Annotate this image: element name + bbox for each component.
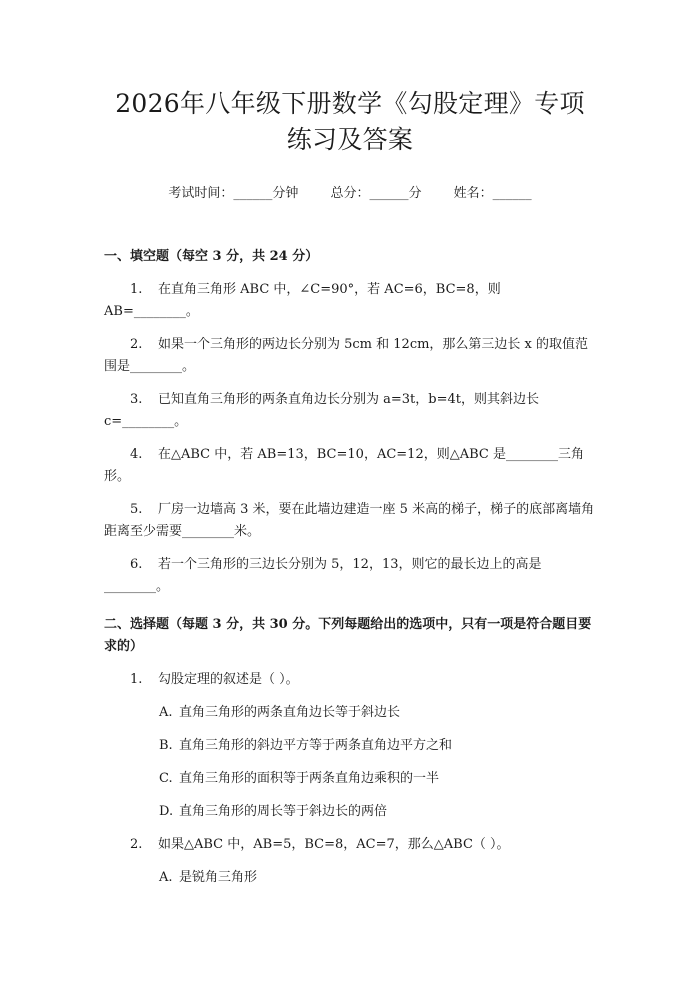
question-item (104, 444, 596, 488)
document-title: 2026年八年级下册数学《勾股定理》专项练习及答案 (115, 89, 585, 154)
section-fill-blank-heading: 一、填空题（每空 3 分，共 24 分） (104, 249, 319, 264)
option-text: 是锐角三角形 (179, 870, 258, 885)
question-text: 在△ABC 中，若 AB=13，BC=10，AC=12，则△ABC 是________三角形。 (104, 447, 584, 484)
exam-score: 总分：______分 (330, 186, 422, 201)
question-number: 1. (130, 672, 143, 687)
question-number: 6. (130, 557, 143, 572)
question-number: 1. (130, 282, 143, 297)
question-text: 在直角三角形 ABC 中，∠C=90°，若 AC=6，BC=8，则 AB=________。 (104, 282, 501, 319)
option-letter: A. (159, 870, 173, 885)
exam-time: 考试时间：______分钟 (168, 186, 299, 201)
question-text: 若一个三角形的三边长分别为 5，12，13，则它的最长边上的高是________。 (104, 557, 542, 594)
option-text: 直角三角形的周长等于斜边长的两倍 (179, 804, 388, 819)
choice-option (104, 702, 596, 724)
option-text: 直角三角形的面积等于两条直角边乘积的一半 (179, 771, 440, 786)
question-number: 3. (130, 392, 143, 407)
question-number: 2. (130, 837, 143, 852)
exam-meta (104, 184, 596, 204)
section-multiple-choice-heading: 二、选择题（每题 3 分，共 30 分。下列每题给出的选项中，只有一项是符合题目要求的） (104, 617, 592, 654)
option-letter: C. (159, 771, 173, 786)
choice-option (104, 867, 596, 889)
question-item (104, 334, 596, 378)
question-number: 4. (130, 447, 143, 462)
question-item (104, 669, 596, 691)
question-item (104, 834, 596, 856)
choice-option (104, 768, 596, 790)
question-text: 已知直角三角形的两条直角边长分别为 a=3t，b=4t，则其斜边长 c=________。 (104, 392, 539, 429)
question-text: 如果△ABC 中，AB=5，BC=8，AC=7，那么△ABC（ ）。 (158, 837, 510, 852)
question-number: 2. (130, 337, 143, 352)
option-letter: D. (159, 804, 174, 819)
option-letter: A. (159, 705, 173, 720)
option-text: 直角三角形的斜边平方等于两条直角边平方之和 (179, 738, 453, 753)
question-item (104, 499, 596, 543)
question-item (104, 279, 596, 323)
choice-option (104, 735, 596, 757)
question-text: 如果一个三角形的两边长分别为 5cm 和 12cm，那么第三边长 x 的取值范围是________。 (104, 337, 589, 374)
option-text: 直角三角形的两条直角边长等于斜边长 (179, 705, 401, 720)
document-page (0, 86, 700, 991)
question-number: 5. (130, 502, 143, 517)
question-item (104, 389, 596, 433)
choice-option (104, 801, 596, 823)
question-item (104, 554, 596, 598)
option-letter: B. (159, 738, 173, 753)
question-text: 厂房一边墙高 3 米，要在此墙边建造一座 5 米高的梯子，梯子的底部离墙角距离至少需要________米。 (104, 502, 595, 539)
question-text: 勾股定理的叙述是（ ）。 (158, 672, 299, 687)
student-name: 姓名：______ (453, 186, 532, 201)
